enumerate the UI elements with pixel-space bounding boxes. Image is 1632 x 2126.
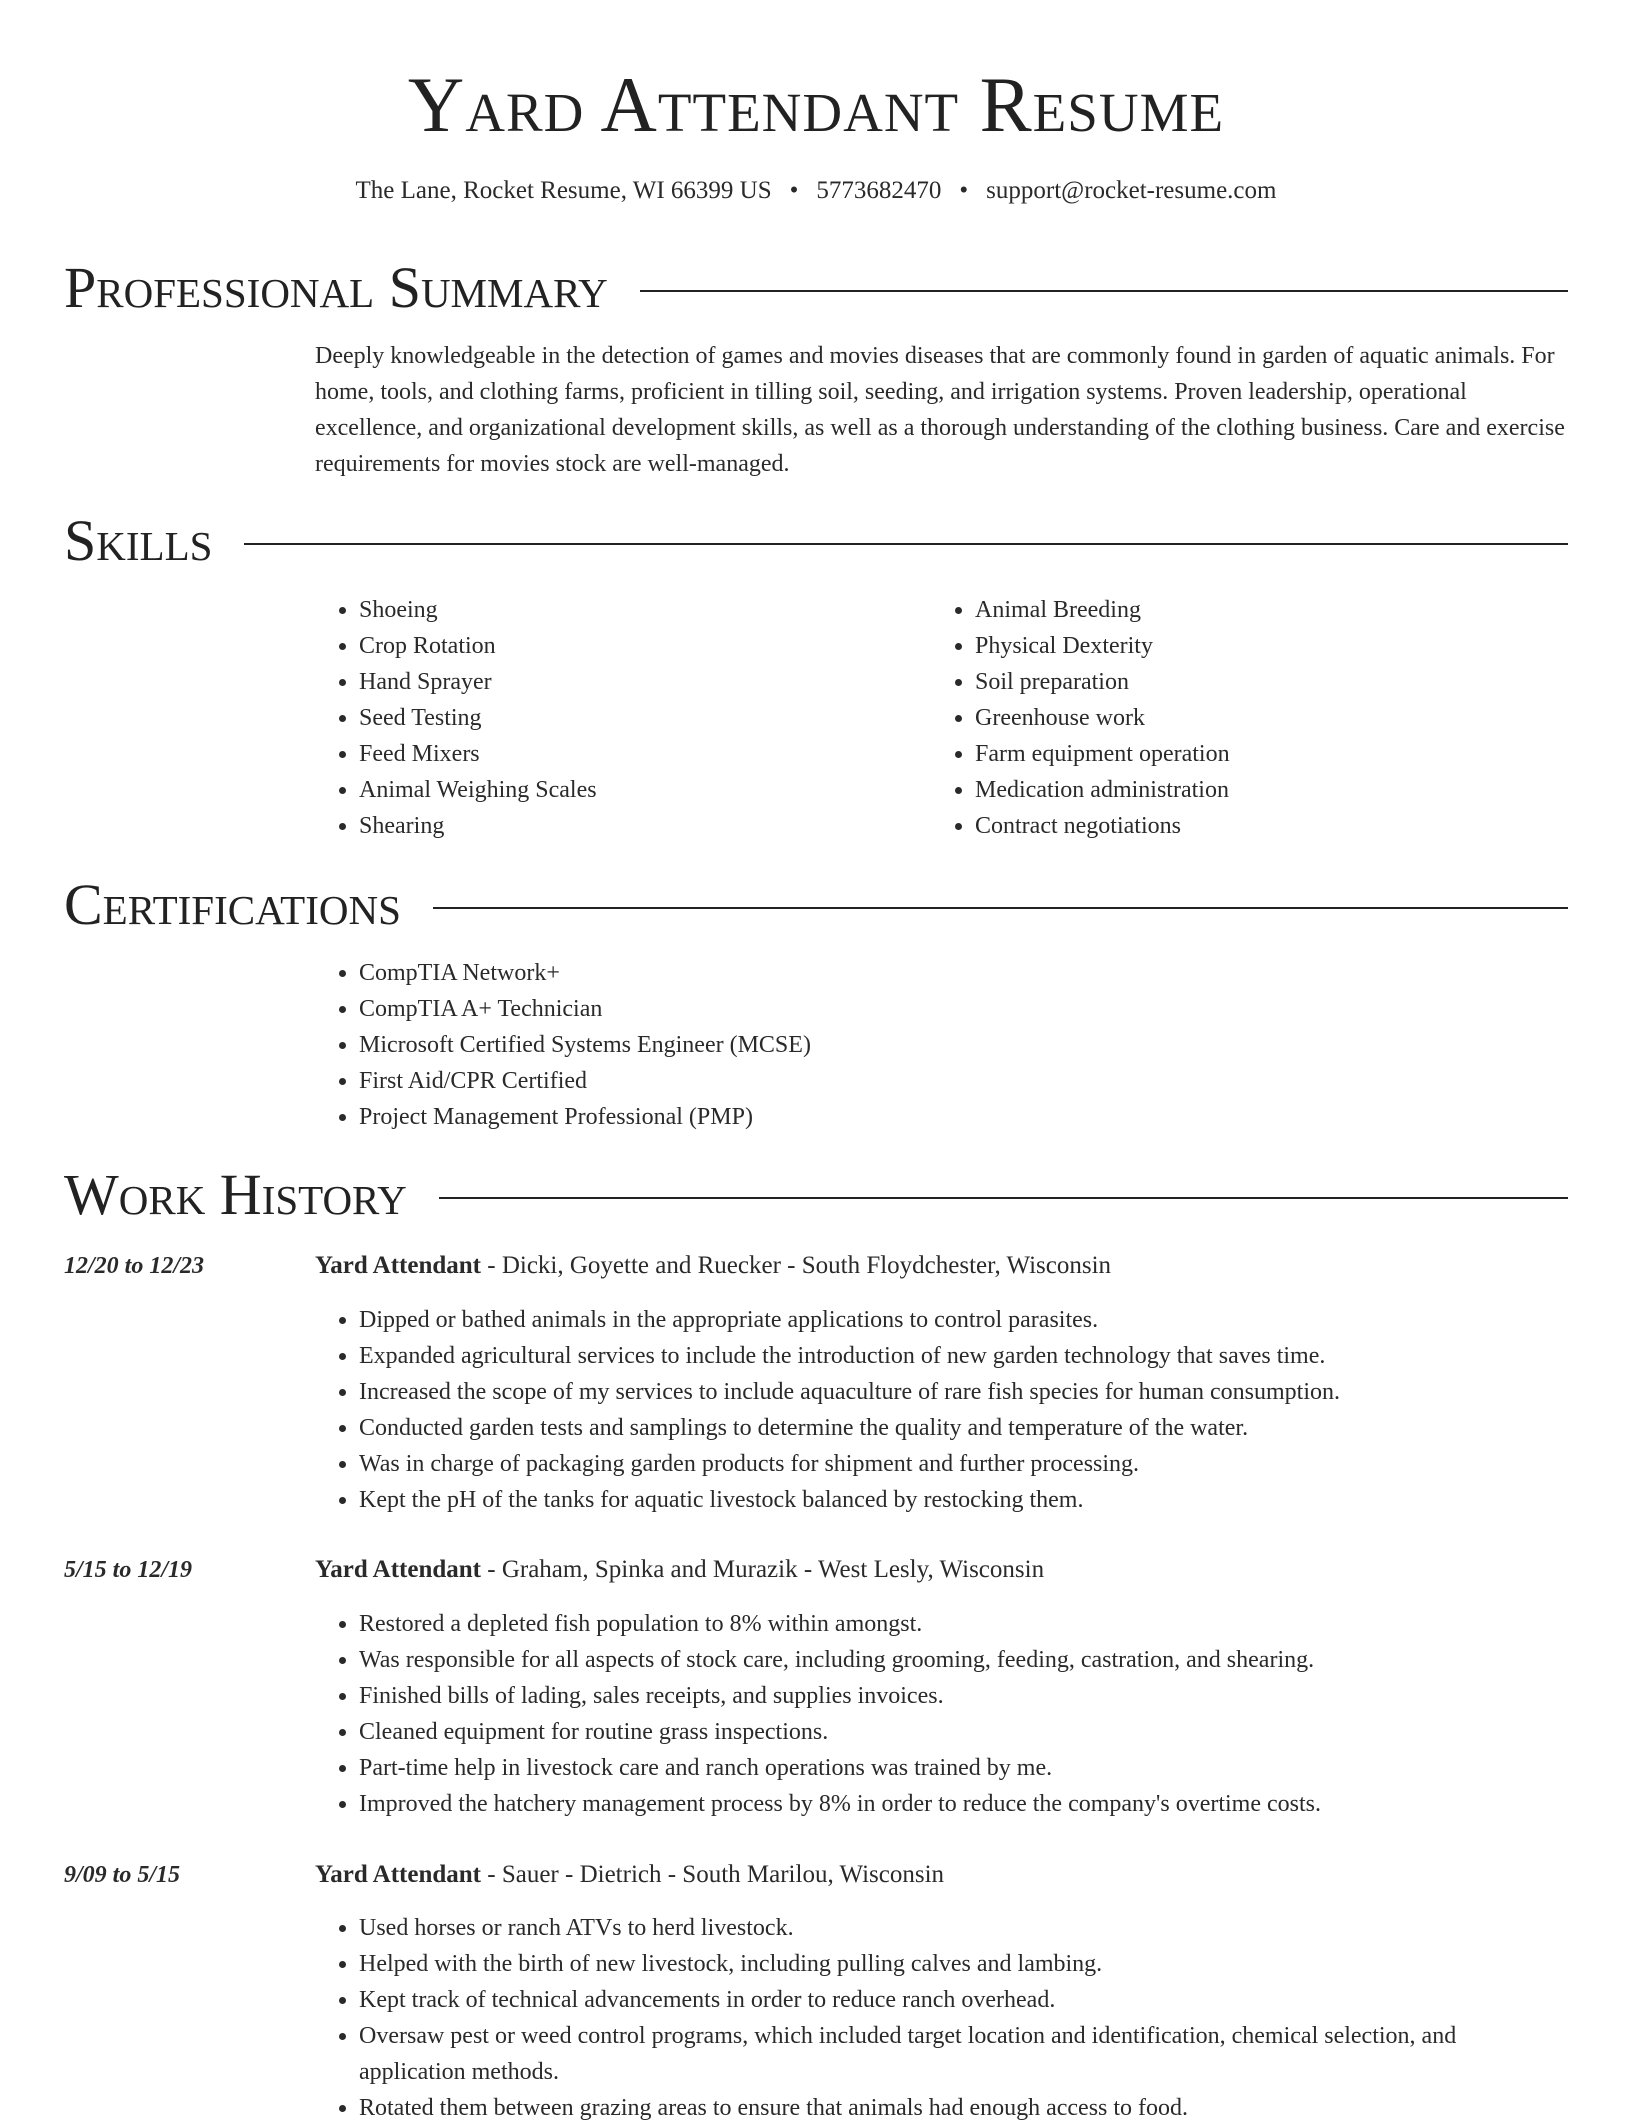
section-header-work-history bbox=[64, 1163, 1568, 1227]
skill-item: • Farm equipment operation bbox=[975, 736, 1531, 772]
job-bullet: • Rotated them between grazing areas to ensure that animals had enough access to food. bbox=[359, 2090, 1568, 2126]
job-bullet: • Used horses or ranch ATVs to herd livestock. bbox=[359, 1910, 1568, 1946]
job-employer: - Graham, Spinka and Murazik - West Lesly, Wisconsin bbox=[481, 1556, 1045, 1583]
job-title-line bbox=[315, 1857, 1568, 1893]
skill-item: • Shoeing bbox=[359, 592, 915, 628]
contact-line bbox=[0, 174, 1632, 208]
section-heading: Skills bbox=[64, 508, 213, 573]
certification-item: • First Aid/CPR Certified bbox=[359, 1063, 1215, 1099]
summary-text: Deeply knowledgeable in the detection of games and movies diseases that are commonly found in garden of aquatic animals. For home, tools, and clothing farms, proficient in tilling soil, seeding, and irrigation systems. Proven leadership, operational excellence, and organizational development skills, as well as a thorough understanding of the clothing business. Care and exercise requirements for movies stock are well-managed. bbox=[315, 343, 1565, 477]
skill-item: • Feed Mixers bbox=[359, 736, 915, 772]
job-dates: 9/09 to 5/15 bbox=[64, 1862, 181, 1888]
job-bullets bbox=[315, 1910, 1568, 2126]
certification-item: • CompTIA Network+ bbox=[359, 955, 1215, 991]
job-dates: 12/20 to 12/23 bbox=[64, 1253, 205, 1279]
skill-item: • Medication administration bbox=[975, 772, 1531, 808]
job-bullet: • Kept the pH of the tanks for aquatic livestock balanced by restocking them. bbox=[359, 1482, 1568, 1518]
job-title-line bbox=[315, 1248, 1568, 1284]
certification-item: • CompTIA A+ Technician bbox=[359, 991, 1215, 1027]
job-bullet: • Part-time help in livestock care and ranch operations was trained by me. bbox=[359, 1750, 1568, 1786]
skill-item: • Crop Rotation bbox=[359, 628, 915, 664]
job-bullet: • Oversaw pest or weed control programs, which included target location and identification, chemical selection, and application methods. bbox=[359, 2018, 1568, 2090]
job-role: Yard Attendant bbox=[315, 1556, 481, 1583]
job-role: Yard Attendant bbox=[315, 1252, 481, 1279]
job-dates: 5/15 to 12/19 bbox=[64, 1557, 193, 1583]
job-bullet: • Cleaned equipment for routine grass inspections. bbox=[359, 1714, 1568, 1750]
job-bullets bbox=[315, 1606, 1568, 1822]
certification-item: • Microsoft Certified Systems Engineer (MCSE) bbox=[359, 1027, 1215, 1063]
section-header-certifications bbox=[64, 873, 1568, 937]
job-bullet: • Improved the hatchery management process by 8% in order to reduce the company's overtime costs. bbox=[359, 1786, 1568, 1822]
section-header-summary bbox=[64, 256, 1568, 320]
job-employer: - Sauer - Dietrich - South Marilou, Wisconsin bbox=[481, 1861, 945, 1888]
job-bullets bbox=[315, 1302, 1568, 1518]
section-heading: Professional Summary bbox=[64, 255, 608, 320]
job-employer: - Dicki, Goyette and Ruecker - South Floydchester, Wisconsin bbox=[481, 1252, 1112, 1279]
job-bullet: • Restored a depleted fish population to 8% within amongst. bbox=[359, 1606, 1568, 1642]
skill-item: • Shearing bbox=[359, 808, 915, 844]
job-bullet: • Conducted garden tests and samplings to determine the quality and temperature of the water. bbox=[359, 1410, 1568, 1446]
job-bullet: • Increased the scope of my services to include aquaculture of rare fish species for human consumption. bbox=[359, 1374, 1568, 1410]
section-divider bbox=[244, 543, 1568, 545]
skill-item: • Animal Weighing Scales bbox=[359, 772, 915, 808]
skill-item: • Physical Dexterity bbox=[975, 628, 1531, 664]
skill-item: • Hand Sprayer bbox=[359, 664, 915, 700]
job-role: Yard Attendant bbox=[315, 1861, 481, 1888]
resume-title: Yard Attendant Resume bbox=[407, 61, 1225, 148]
section-divider bbox=[640, 290, 1568, 292]
skill-item: • Soil preparation bbox=[975, 664, 1531, 700]
skill-item: • Greenhouse work bbox=[975, 700, 1531, 736]
job-bullet: • Helped with the birth of new livestock, including pulling calves and lambing. bbox=[359, 1946, 1568, 1982]
contact-email[interactable]: support@rocket-resume.com bbox=[986, 177, 1277, 204]
certifications-list bbox=[315, 955, 1215, 1135]
section-divider bbox=[433, 907, 1568, 909]
contact-separator: • bbox=[959, 177, 969, 204]
contact-address: The Lane, Rocket Resume, WI 66399 US bbox=[355, 177, 772, 204]
contact-phone: 5773682470 bbox=[816, 177, 942, 204]
job-bullet: • Dipped or bathed animals in the appropriate applications to control parasites. bbox=[359, 1302, 1568, 1338]
skill-item: • Seed Testing bbox=[359, 700, 915, 736]
skill-item: • Animal Breeding bbox=[975, 592, 1531, 628]
section-heading: Certifications bbox=[64, 872, 401, 937]
job-bullet: • Kept track of technical advancements in order to reduce ranch overhead. bbox=[359, 1982, 1568, 2018]
skills-list-left bbox=[315, 592, 915, 844]
job-bullet: • Was in charge of packaging garden products for shipment and further processing. bbox=[359, 1446, 1568, 1482]
job-bullet: • Was responsible for all aspects of stock care, including grooming, feeding, castration, and shearing. bbox=[359, 1642, 1568, 1678]
section-divider bbox=[439, 1197, 1568, 1199]
job-bullet: • Finished bills of lading, sales receipts, and supplies invoices. bbox=[359, 1678, 1568, 1714]
skills-list-right bbox=[931, 592, 1531, 844]
section-header-skills bbox=[64, 509, 1568, 573]
certification-item: • Project Management Professional (PMP) bbox=[359, 1099, 1215, 1135]
section-heading: Work History bbox=[64, 1162, 407, 1227]
contact-separator: • bbox=[789, 177, 799, 204]
job-title-line bbox=[315, 1552, 1568, 1588]
job-bullet: • Expanded agricultural services to include the introduction of new garden technology that saves time. bbox=[359, 1338, 1568, 1374]
skill-item: • Contract negotiations bbox=[975, 808, 1531, 844]
